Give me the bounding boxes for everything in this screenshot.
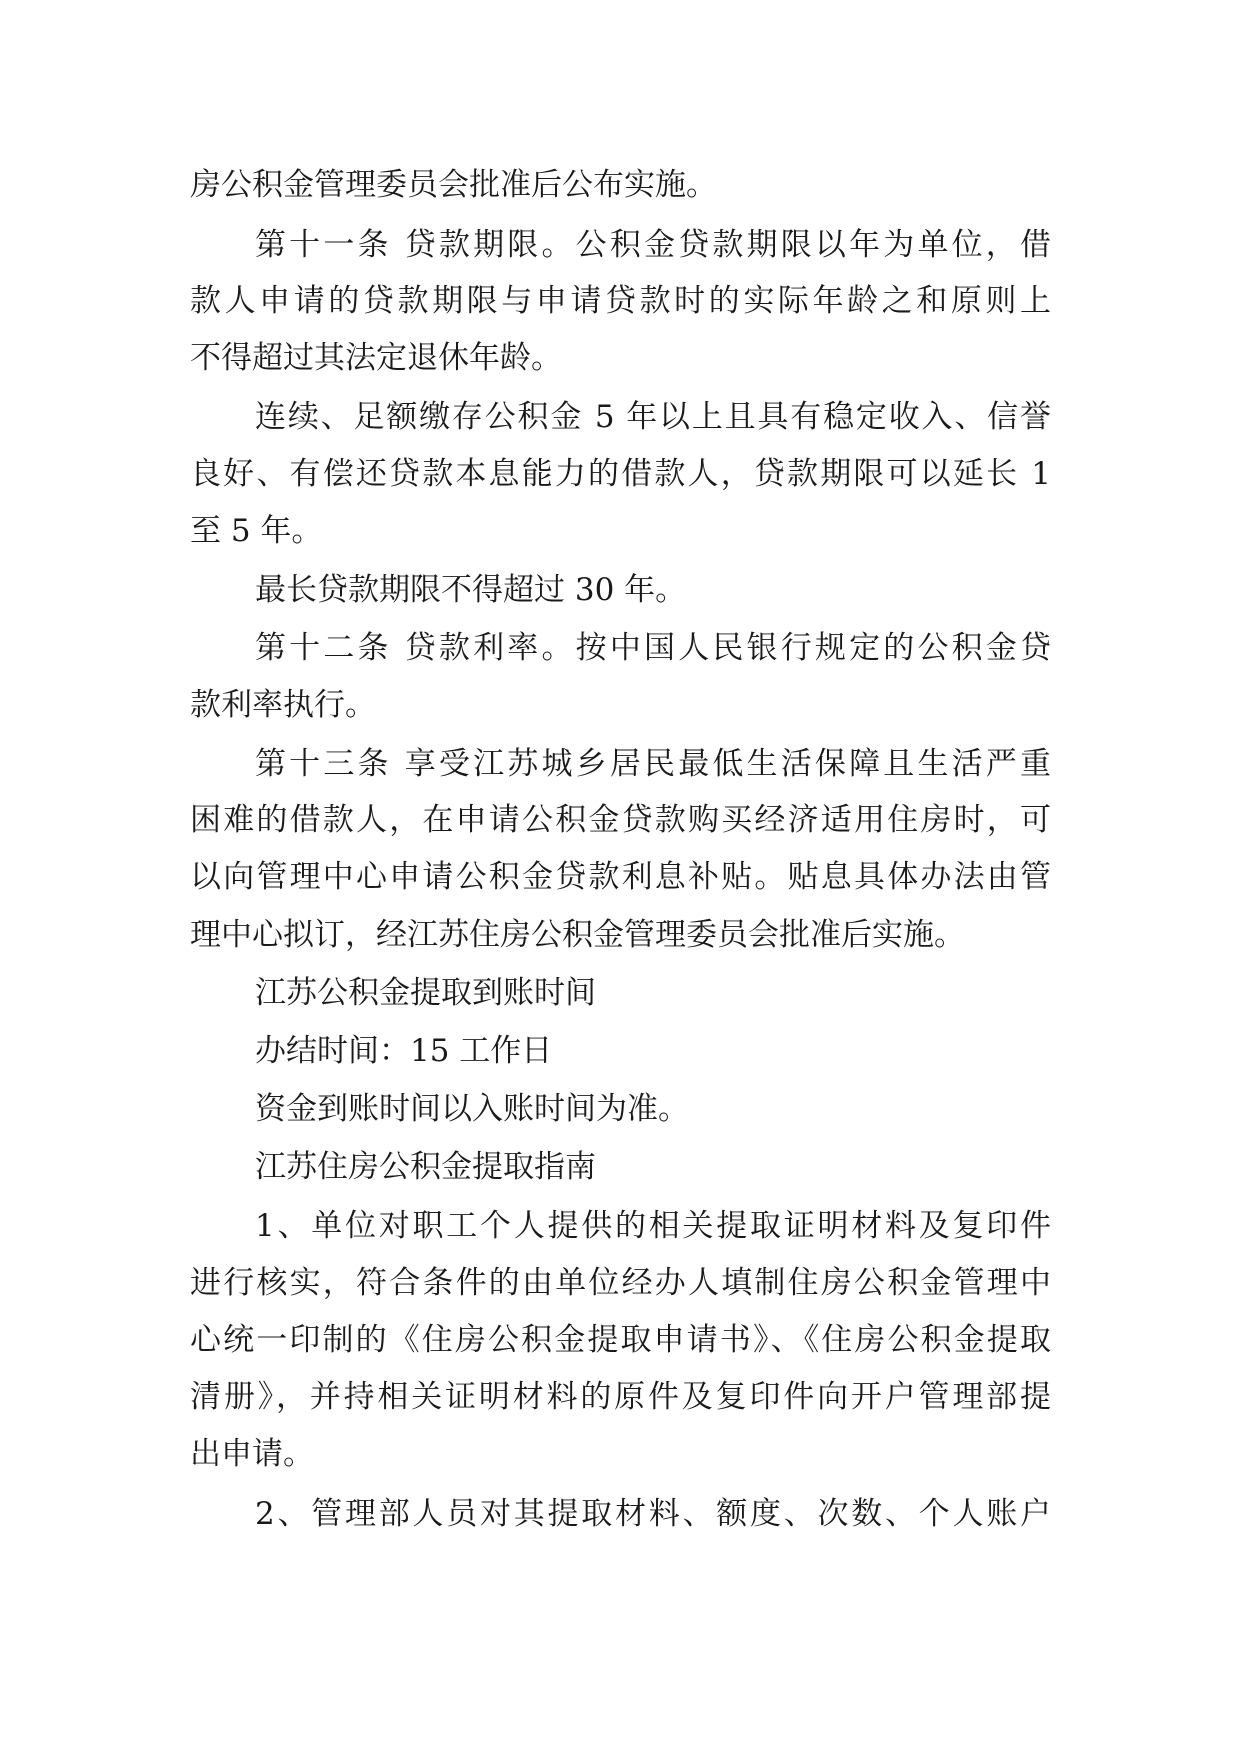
line-text: 第十三条 享受江苏城乡居民最低生活保障且生活严重 [255, 746, 1051, 782]
text-line [0, 847, 1241, 907]
text-line [0, 1367, 1241, 1427]
text-line [0, 1253, 1241, 1313]
text-line [0, 560, 1241, 620]
text-line [0, 1137, 1241, 1197]
line-text: 款人申请的贷款期限与申请贷款时的实际年龄之和原则上 [190, 283, 1051, 319]
text-line [0, 444, 1241, 504]
line-text: 良好、有偿还贷款本息能力的借款人，贷款期限可以延长 1 [190, 456, 1051, 492]
line-text: 1、单位对职工个人提供的相关提取证明材料及复印件 [255, 1208, 1051, 1244]
line-text: 至 5 年。 [190, 513, 323, 549]
text-line [0, 215, 1241, 275]
line-text: 第十一条 贷款期限。公积金贷款期限以年为单位，借 [255, 227, 1051, 263]
text-line [0, 328, 1241, 388]
line-text: 江苏住房公积金提取指南 [255, 1149, 596, 1185]
line-text: 清册》，并持相关证明材料的原件及复印件向开户管理部提 [190, 1379, 1051, 1415]
line-text: 房公积金管理委员会批准后公布实施。 [190, 167, 717, 203]
line-text: 以向管理中心申请公积金贷款利息补贴。贴息具体办法由管 [190, 859, 1051, 895]
text-line [0, 675, 1241, 735]
text-line [0, 618, 1241, 678]
line-text: 心统一印制的《住房公积金提取申请书》、《住房公积金提取 [190, 1322, 1051, 1358]
text-line [0, 963, 1241, 1023]
line-text: 2、管理部人员对其提取材料、额度、次数、个人账户 [255, 1496, 1051, 1532]
line-text: 最长贷款期限不得超过 30 年。 [255, 572, 687, 608]
text-line [0, 1484, 1241, 1544]
text-line [0, 271, 1241, 331]
line-text: 资金到账时间以入账时间为准。 [255, 1091, 689, 1127]
text-line [0, 155, 1241, 215]
text-line [0, 387, 1241, 447]
text-line [0, 1196, 1241, 1256]
line-text: 江苏公积金提取到账时间 [255, 975, 596, 1011]
text-line [0, 1021, 1241, 1081]
text-line [0, 501, 1241, 561]
line-text: 困难的借款人，在申请公积金贷款购买经济适用住房时，可 [190, 802, 1051, 838]
text-line [0, 790, 1241, 850]
text-line [0, 1310, 1241, 1370]
line-text: 办结时间：15 工作日 [255, 1033, 553, 1069]
text-line [0, 1079, 1241, 1139]
text-line [0, 1424, 1241, 1484]
line-text: 连续、足额缴存公积金 5 年以上且具有稳定收入、信誉 [255, 399, 1051, 435]
line-text: 第十二条 贷款利率。按中国人民银行规定的公积金贷 [255, 630, 1051, 666]
line-text: 款利率执行。 [190, 687, 376, 723]
line-text: 出申请。 [190, 1436, 314, 1472]
line-text: 不得超过其法定退休年龄。 [190, 340, 562, 376]
text-line [0, 905, 1241, 965]
text-line [0, 734, 1241, 794]
line-text: 进行核实，符合条件的由单位经办人填制住房公积金管理中 [190, 1265, 1051, 1301]
line-text: 理中心拟订，经江苏住房公积金管理委员会批准后实施。 [190, 917, 965, 953]
